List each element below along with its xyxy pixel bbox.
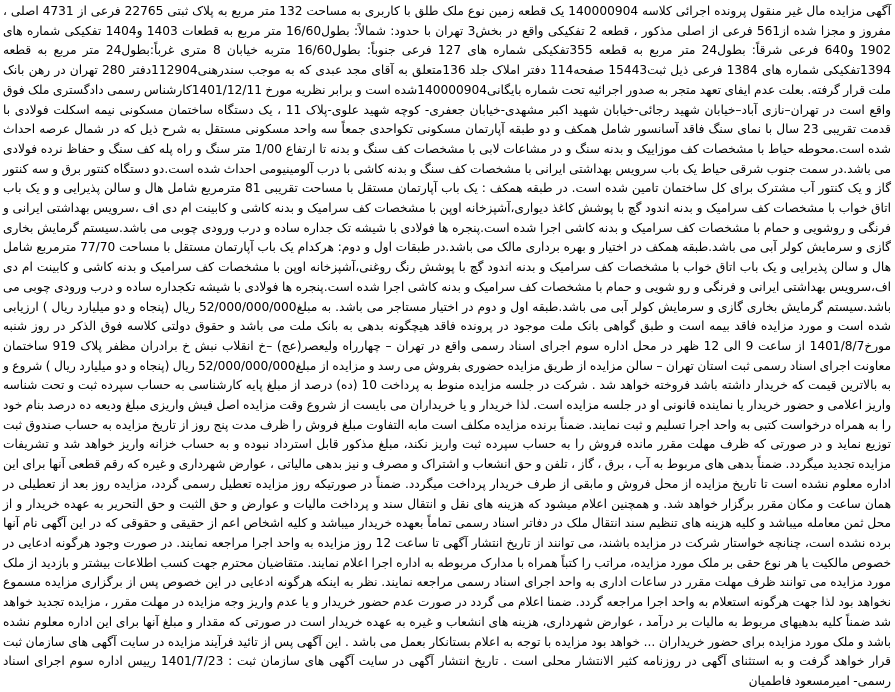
auction-notice-text: آگهی مزایده مال غیر منقول پرونده اجرائی کلاسه 140000904 یک قطعه زمین نوع ملک طلق با کاربری به مساحت 132 متر مربع به پلاک ثبتی 22765 فرعی از 4731 اصلی ، مفروز و مجزا شده از561 فرعی از اصلی مذکور ، قطعه 2 تفکیکی واقع در بخش3 تهران با حدود: شمالاً: بطول16/60 متر مربع به قطعات 1403 و1404 تفکیکی شماره های 1902 و640 فرعی شرقاً: بطول24 متر مربع به قطعه 355تفکیکی شماره های 127 فرعی جنوباً: بطول16/60 متربه خیابان 8 متری غرباً:بطول24 متر مربع به قطعه 1394تفکیکی شماره های 1384 فرعی ذیل ثبت15443 صفحه114 دفتر املاک جلد 136متعلق به آقای مجد عبدی که به موجب سندرهنی112904دفتر 280 تهران در رهن بانک ملت قرار گرفته. بعلت عدم ایفای تعهد متجر به صدور اجرائیه تحت شماره بایگانی140000904شده است و برابر نظریه مورخ 1401/12/11کارشناس رسمی دادگستری ملک فوق واقع است در تهران–نازی آباد–خیابان شهید رجائی-خیابان شهید اکبر مشهدی-خیابان جعفری- کوچه شهید علوی-پلاک 11 ، یک دستگاه ساختمان مسکونی نیمه اسکلت فولادی با قدمت تقریبی 23 سال با نمای سنگ فاقد آسانسور شامل همکف و دو طبقه آپارتمان مسکونی تکواحدی جمعاً سه واحد مسکونی مستقل به شرح ذیل که در شمال عرصه احداث شده است.محوطه حیاط با مشخصات کف موزاییک و بدنه سنگ و در مشاعات لابی با مشخصات کف سنگ و بدنه تا ارتفاع 1/00 متر سنگ و راه پله کف سنگ و حفاظ نرده فولادی می باشد.در سمت جنوب شرقی حیاط یک باب سرویس بهداشتی ایرانی با مشخصات کف سنگ و بدنه کاشی با درب آلومینیومی احداث شده است.دو دستگاه کنتور برق و سه کنتور گاز و یک کنتور آب مشترک برای کل ساختمان تامین شده است. در طبقه همکف : یک باب آپارتمان مستقل با مساحت تقریبی 81 مترمربع شامل هال و سالن پذیرایی و و یک باب اتاق خواب با مشخصات کف سرامیک و بدنه اندود گچ با پوشش کاغذ دیواری،آشپزخانه اوپن با مشخصات کف سرامیک و بدنه کاشی و کابینت ام دی اف ،سرویس بهداشتی ایرانی و فرنگی و روشویی و حمام با مشخصات کف سرامیک و بدنه کاشی اجرا شده است.پنجره ها فولادی با شیشه تک جداره ساده و درب ورودی چوبی می باشد.سیستم گرمایش بخاری گازی و سرمایش کولر آبی می باشد.طبقه همکف در اختیار و بهره برداری مالک می باشد.در طبقات اول و دوم: هرکدام یک باب آپارتمان مستقل با مساحت 77/70 مترمربع شامل هال و سالن پذیرایی و یک باب اتاق خواب با مشخصات کف سرامیک و بدنه اندود گچ با پوشش رنگ روغنی،آشپزخانه اوپن با مشخصات کف سرامیک و بدنه کاشی و کابینت ام دی اف،سرویس بهداشتی ایرانی و فرنگی و رو شویی و حمام با مشخصات کف سرامیک و بدنه کاشی اجرا شده است.پنجره ها فولادی با شیشه تکجداره ساده و درب ورودی چوبی می باشد.سیستم گرمایش بخاری گازی و سرمایش کولر آبی می باشد.طبقه اول و دوم در اختیار مستاجر می باشد. به مبلغ52/000/000/000 ریال (پنجاه و دو میلیارد ریال ) ارزیابی شده است و مورد مزایده فاقد بیمه است و طبق گواهی بانک ملت موجود در پرونده فاقد هیچگونه بدهی به بانک ملت می باشد و حقوق دولتی کلاسه فوق الذکر در روز شنبه مورخ1401/8/7 از ساعت 9 الی 12 ظهر در محل اداره سوم اجرای اسناد رسمی واقع در تهران – چهارراه ولیعصر(عج) –خ انقلاب نبش خ برادران مظفر پلاک 919 ساختمان معاونت اجرای اسناد رسمی ثبت استان تهران – سالن مزایده از طریق مزایده حضوری بفروش می رسد و مزایده از مبلغ52/000/000/000 ریال (پنجاه و دو میلیارد ریال ) شروع و به بالاترین قیمت که خریدار داشته باشد فروخته خواهد شد . شرکت در جلسه مزایده منوط به پرداخت 10 (ده) درصد از مبلغ پایه کارشناسی به حساب سپرده ثبت و تحت شناسه واریز اعلامی و حضور خریدار یا نماینده قانونی او در جلسه مزایده است. لذا خریدار و یا خریداران می بایست از شروع وقت مزایده اصل فیش واریزی مبلغ ودیعه ده درصد بنام خود را به همراه درخواست کتبی به واحد اجرا تسلیم و ثبت نمایند. ضمناً برنده مزایده مکلف است مابه التفاوت مبلغ فروش را ظرف مدت پنج روز از تاریخ مزایده به حساب صندوق ثبت توزیع نماید و در صورتی که ظرف مهلت مقرر مانده فروش را به حساب سپرده ثبت واریز نکند، مبلغ مذکور قابل استرداد نبوده و به حساب خزانه واریز خواهد شد و تشریفات مزایده تجدید میگردد. ضمناً بدهی های مربوط به آب ، برق ، گاز ، تلفن و حق انشعاب و اشتراک و مصرف و نیز بدهی مالیاتی ، عوارض شهرداری و غیره که رقم قطعی آنها برای این اداره معلوم نشده است تا تاریخ مزایده از محل فروش و مابقی از طرف خریدار پرداخت میگردد. ضمناً در صورتیکه روز مزایده تعطیل رسمی گردد، مزایده روز بعد از تعطیلی در همان ساعت و مکان مقرر برگزار خواهد شد. و همچنین اعلام میشود که هزینه های نقل و انتقال سند و پرداخت مالیات و عوارض و حق الثبت و حق التحریر به عهده خریدار و از محل ثمن معامله میباشد و کلیه هزینه های تنظیم سند انتقال ملک در دفاتر اسناد رسمی تماماً بعهده خریدار میباشد و کلیه اشخاص اعم از حقیقی و حقوقی که در این آگهی نام آنها برده نشده است، چنانچه خواستار شرکت در مزایده باشند، می توانند از تاریخ انتشار آگهی تا ساعت 12 روز مزایده به واحد اجرا مراجعه نمایند. در صورت وجود هرگونه ادعایی در خصوص مالکیت یا هر نوع حقی بر ملک مورد مزایده، مراتب را کتباً همراه با مدارک مربوطه به اداره اجرا اعلام نمایند. متقاضیان محترم جهت کسب اطلاعات بیشتر و بازدید از ملک مورد مزایده می توانند ظرف مهلت مقرر در ساعات اداری به واحد اجرای اسناد رسمی مراجعه نمایند. نظر به اینکه هرگونه ادعایی در این خصوص پس از برگزاری مزایده مسموع نخواهد بود لذا جهت هرگونه استعلام به واحد اجرا مراجعه گردد. ضمنا اعلام می گردد در صورت عدم حضور خریدار و یا عدم واریز وجه مزایده در مهلت مقرر ، مزایده تجدید خواهد شد ضمناً کلیه بدهیهای مربوط به مالیات بر درآمد ، عوارض شهرداری، هزینه های انشعاب و غیره به عهده خریدار است در صورتی که مقدار و مبلغ آنها برای این اداره معلوم نشده باشد و ملک مورد مزایده برای حضور خریداران ... خواهد بود مزایده با توجه به اعلام بستانکار بعمل می باشد . این آگهی پس از تائید فرآیند مزایده در سایت آگهی های سازمان ثبت قرار خواهد گرفت و به استثنای آگهی در روزنامه کثیر الانتشار محلی است . تاریخ انتشار آگهی در سایت آگهی های سازمان ثبت : 1401/7/23 رییس اداره سوم اجرای اسناد رسمی- امیرمسعود فاطمیان bbox=[3, 4, 892, 688]
